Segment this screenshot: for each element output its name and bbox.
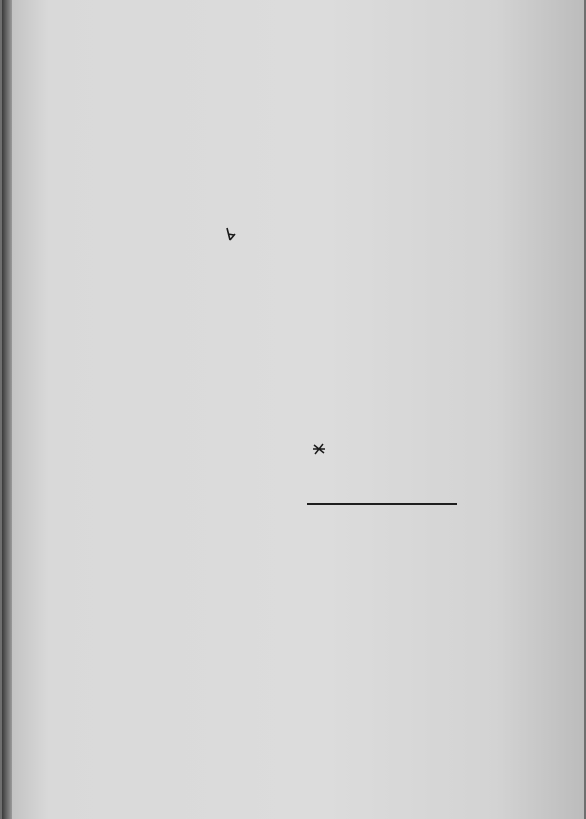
document-page	[2, 0, 584, 819]
page-edge-shadow	[2, 0, 12, 819]
handwritten-mark	[312, 442, 326, 456]
handwritten-mark	[224, 226, 238, 242]
handwritten-underline	[307, 503, 457, 505]
